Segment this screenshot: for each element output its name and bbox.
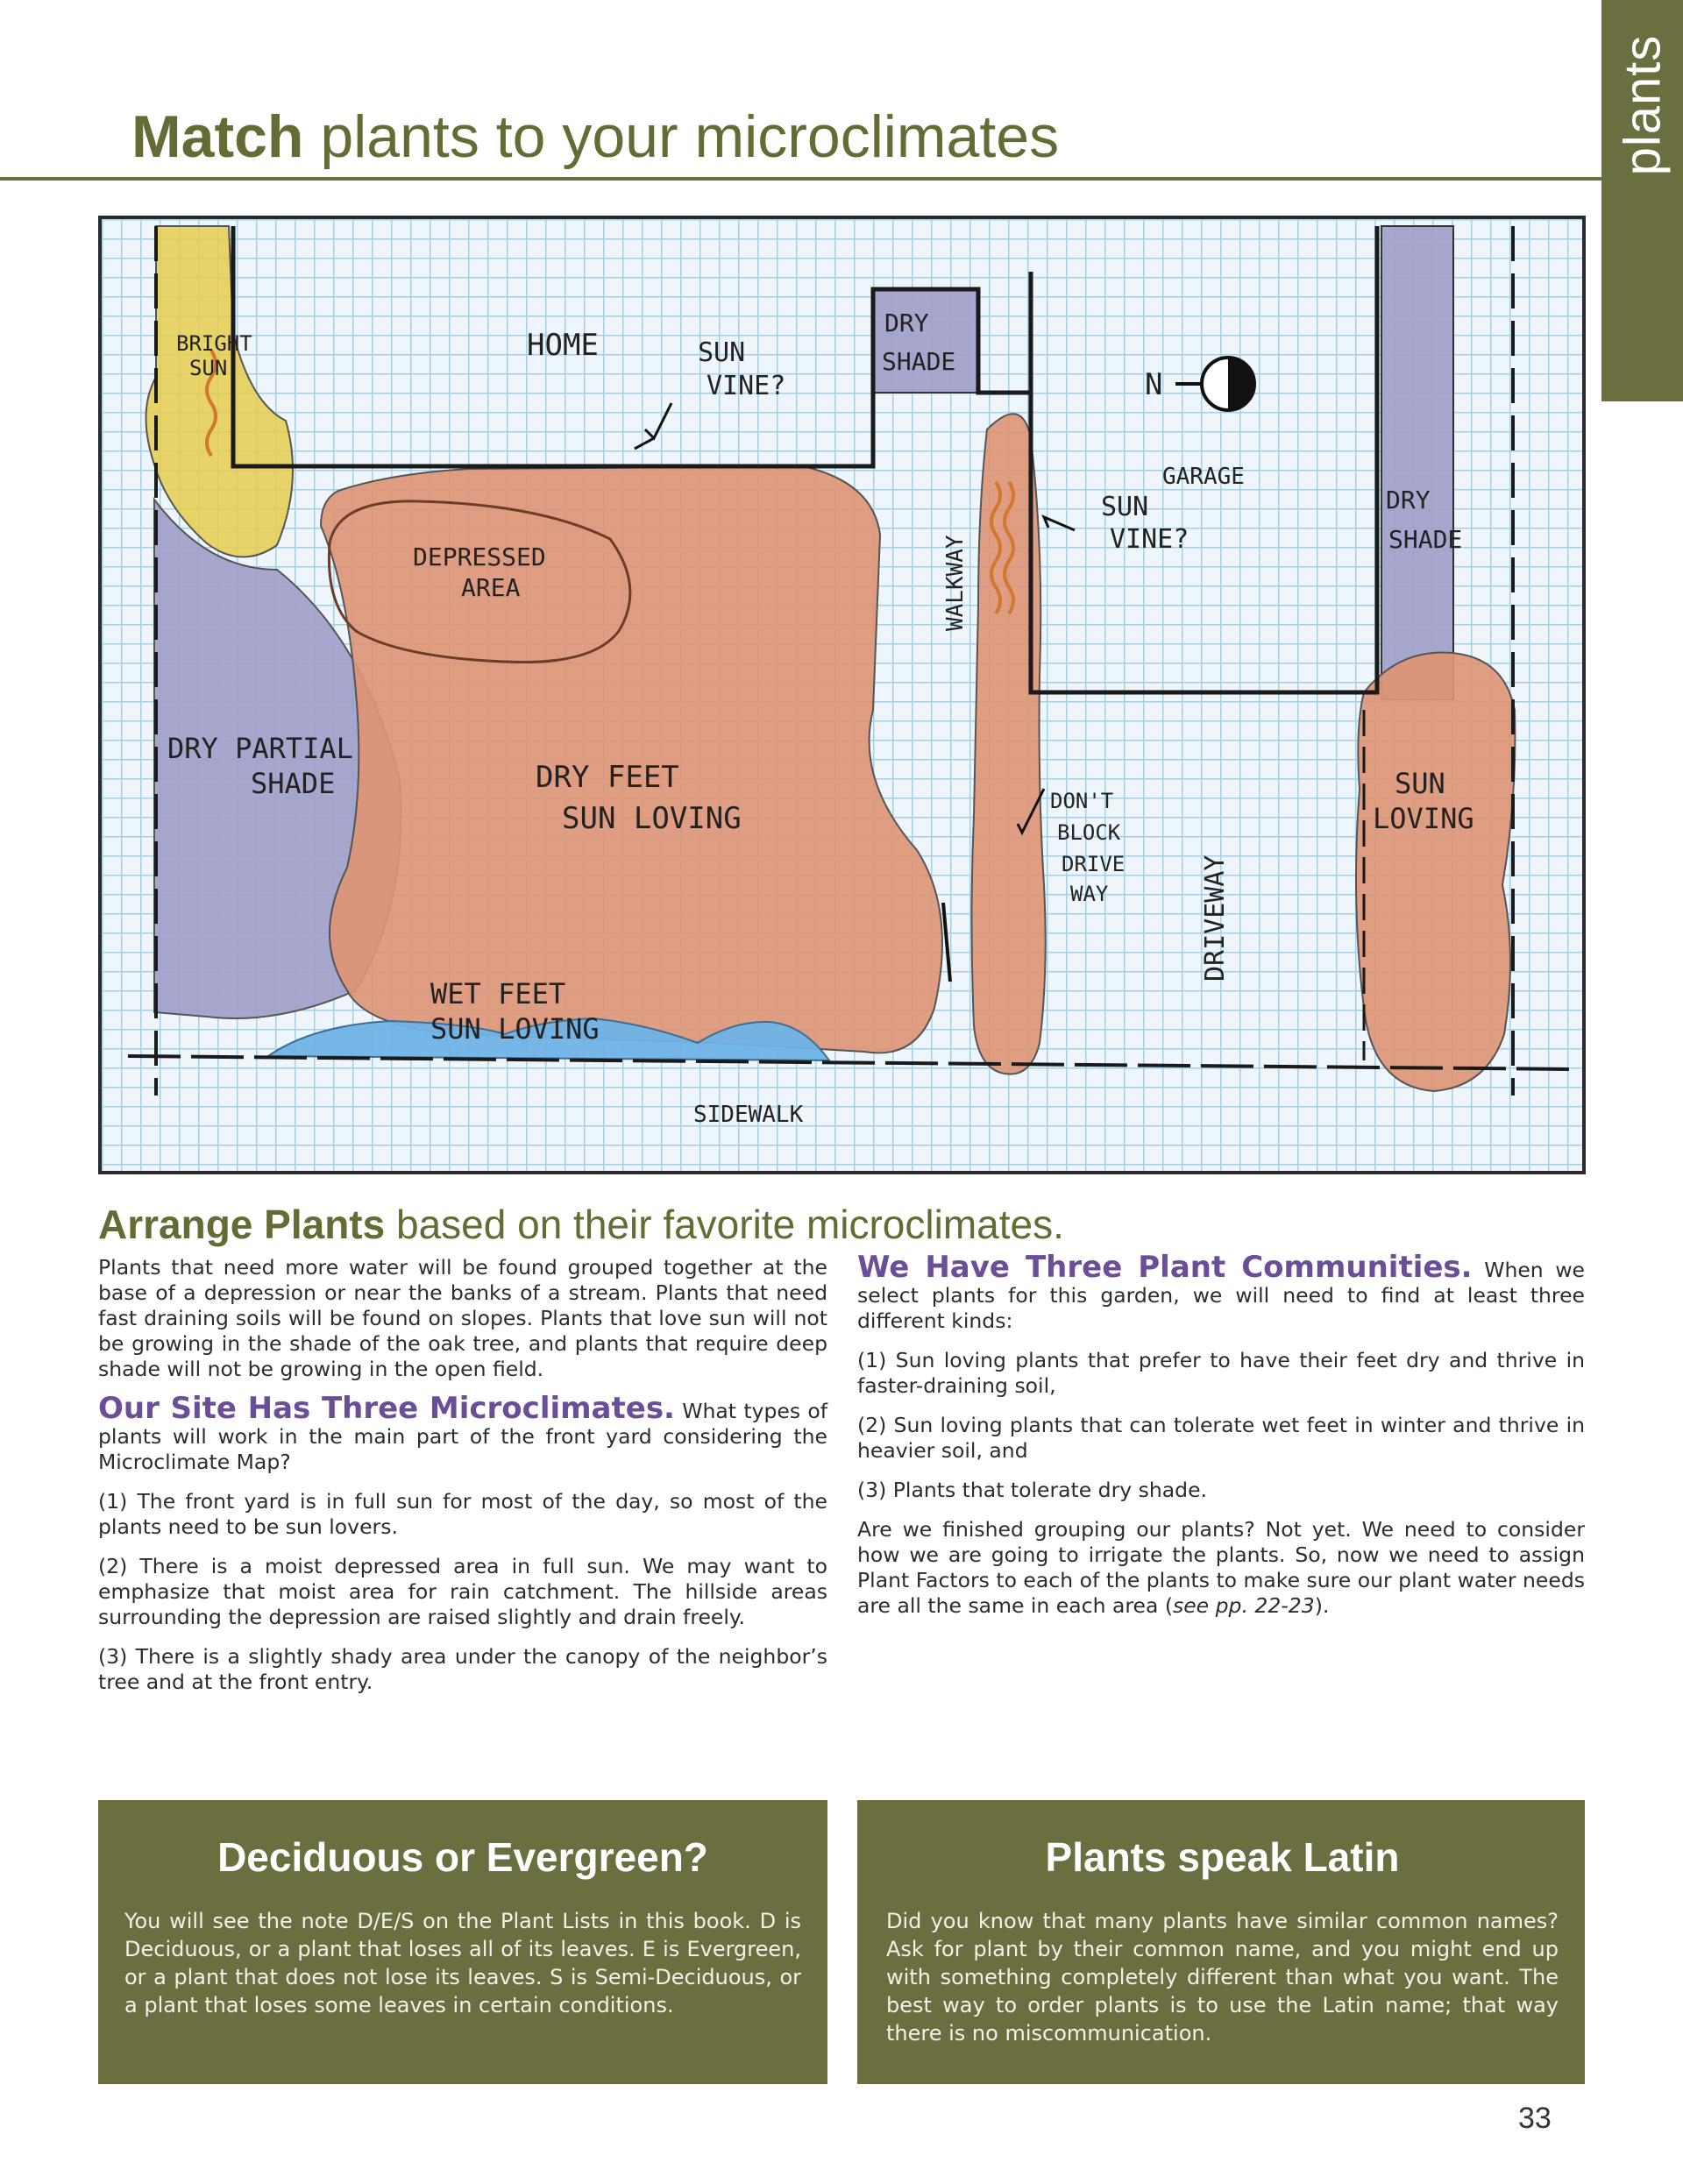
section-tab <box>1601 0 1683 401</box>
label-dry-shade-entry: SHADE <box>882 347 956 376</box>
deciduous-box-text: You will see the note D/E/S on the Plant Lists in this book. D is Deciduous, or a plant that loses all of its leaves. E is Evergreen, or a plant that does not lose its leaves. S is Semi-Deciduous, or a plant that loses some leaves in certain conditions. <box>124 1909 801 2017</box>
communities-lead: We Have Three Plant Communities. <box>857 1250 1473 1285</box>
arrow-icon <box>1044 517 1075 530</box>
community-item-3: (3) Plants that tolerate dry shade. <box>857 1478 1207 1502</box>
microclimate-item-3: (3) There is a slightly shady area under the canopy of the neighbor’s tree and at the front entry. <box>98 1644 827 1694</box>
label-north: N <box>1145 367 1163 402</box>
closing-paragraph <box>857 1517 1585 1619</box>
label-dry-shade-right: DRY <box>1386 486 1431 514</box>
arrow-icon <box>943 903 950 982</box>
left-column <box>98 1255 827 1709</box>
microclimate-item-1: (1) The front yard is in full sun for most of the day, so most of the plants need to be sun lovers. <box>98 1489 827 1539</box>
microclimates-paragraph <box>98 1391 828 1475</box>
page-title <box>131 103 1060 170</box>
label-sun-vine-home: SUN <box>698 337 746 368</box>
sidewalk-line <box>128 1056 1574 1069</box>
arrange-heading <box>98 1201 1064 1248</box>
community-item-1: (1) Sun loving plants that prefer to have their feet dry and thrive in faster-draining soil, <box>857 1348 1585 1398</box>
communities-paragraph <box>857 1250 1585 1334</box>
label-dry-partial-shade: SHADE <box>251 767 336 800</box>
label-home: HOME <box>527 328 599 363</box>
label-depressed-area: DEPRESSED <box>413 542 546 571</box>
arrange-heading-rest: based on their favorite microclimates. <box>385 1202 1064 1247</box>
closing-reference: see pp. 22-23 <box>1172 1593 1315 1618</box>
page-title-bold: Match <box>131 103 304 170</box>
dry-shade-entry-zone <box>873 289 978 393</box>
garage-outline <box>1031 226 1377 692</box>
label-sun-vine-home: VINE? <box>707 371 786 401</box>
north-arrow-icon <box>1175 358 1254 410</box>
label-sun-loving: LOVING <box>1373 802 1474 835</box>
label-sun-vine-garage: VINE? <box>1110 524 1189 555</box>
label-dry-shade-entry: DRY <box>884 308 929 337</box>
label-sun-vine-garage: SUN <box>1101 492 1149 522</box>
intro-paragraph: Plants that need more water will be found grouped together at the base of a depression or near the banks of a stream. Plants that need fast draining soils will be found on slopes. Plants that love sun will not be growing in the shade of the oak tree, and plants that require deep shade will not be growing in the open field. <box>98 1255 827 1381</box>
page-title-rest: plants to your microclimates <box>303 103 1060 170</box>
right-column <box>857 1250 1585 1633</box>
title-divider <box>0 177 1601 181</box>
label-wet-feet: WET FEET <box>430 977 566 1010</box>
label-bright-sun: BRIGHT <box>176 331 252 356</box>
latin-box <box>857 1800 1585 2084</box>
label-dry-shade-right: SHADE <box>1388 525 1463 554</box>
latin-box-title: Plants speak Latin <box>1045 1834 1400 1880</box>
closing-text-b: ). <box>1314 1593 1330 1618</box>
label-dont-block: WAY <box>1070 882 1109 906</box>
label-dont-block: DON'T <box>1050 789 1114 813</box>
microclimate-map-drawing <box>102 219 1582 1171</box>
microclimate-item-2: (2) There is a moist depressed area in full sun. We may want to emphasize that moist area for rain catchment. The hillside areas surrounding the depression are raised slightly and drain freely. <box>98 1554 827 1629</box>
walkway-zone <box>972 414 1046 1074</box>
label-dont-block: BLOCK <box>1057 820 1121 845</box>
deciduous-box-title: Deciduous or Evergreen? <box>217 1834 708 1880</box>
deciduous-box <box>98 1800 827 2084</box>
label-bright-sun: SUN <box>189 356 228 380</box>
label-sun-loving: SUN <box>1395 767 1445 800</box>
arrange-heading-bold: Arrange Plants <box>98 1202 386 1247</box>
label-walkway: WALKWAY <box>942 535 969 631</box>
label-dont-block: DRIVE <box>1062 852 1126 876</box>
label-dry-feet: DRY FEET <box>536 760 679 795</box>
label-depressed-area: AREA <box>461 573 521 602</box>
section-tab-label: plants <box>1614 34 1671 176</box>
bright-sun-zone <box>146 226 293 557</box>
arrow-icon <box>635 403 671 449</box>
label-dry-feet: SUN LOVING <box>562 801 742 836</box>
sun-loving-right-zone <box>1356 653 1515 1091</box>
communities-text: When we select plants for this garden, we will need to find at least three different kinds: <box>857 1258 1585 1333</box>
dry-shade-right-zone <box>1381 226 1453 699</box>
latin-box-text: Did you know that many plants have similar common names? Ask for plant by their common name, and you might end up with something completely different than what you want. The best way to order plants is to use the Latin name; that way there is no miscommunication. <box>886 1909 1559 2046</box>
label-garage: GARAGE <box>1162 464 1245 490</box>
community-item-2: (2) Sun loving plants that can tolerate wet feet in winter and thrive in heavier soil, and <box>857 1413 1585 1463</box>
microclimates-text: What types of plants will work in the main part of the front yard considering the Microclimate Map? <box>98 1399 828 1474</box>
label-wet-feet: SUN LOVING <box>430 1012 600 1046</box>
label-sidewalk: SIDEWALK <box>693 1102 804 1128</box>
label-driveway: DRIVEWAY <box>1200 854 1231 982</box>
microclimate-map <box>98 216 1586 1174</box>
microclimates-lead: Our Site Has Three Microclimates. <box>98 1391 675 1426</box>
closing-text-a: Are we finished grouping our plants? Not yet. We need to consider how we are going to irrigate the plants. So, now we need to assign Plant Factors to each of the plants to make sure our plant water needs are all the same in each area ( <box>857 1517 1585 1618</box>
label-dry-partial-shade: DRY PARTIAL <box>167 732 353 765</box>
page-number: 33 <box>1518 2102 1552 2135</box>
